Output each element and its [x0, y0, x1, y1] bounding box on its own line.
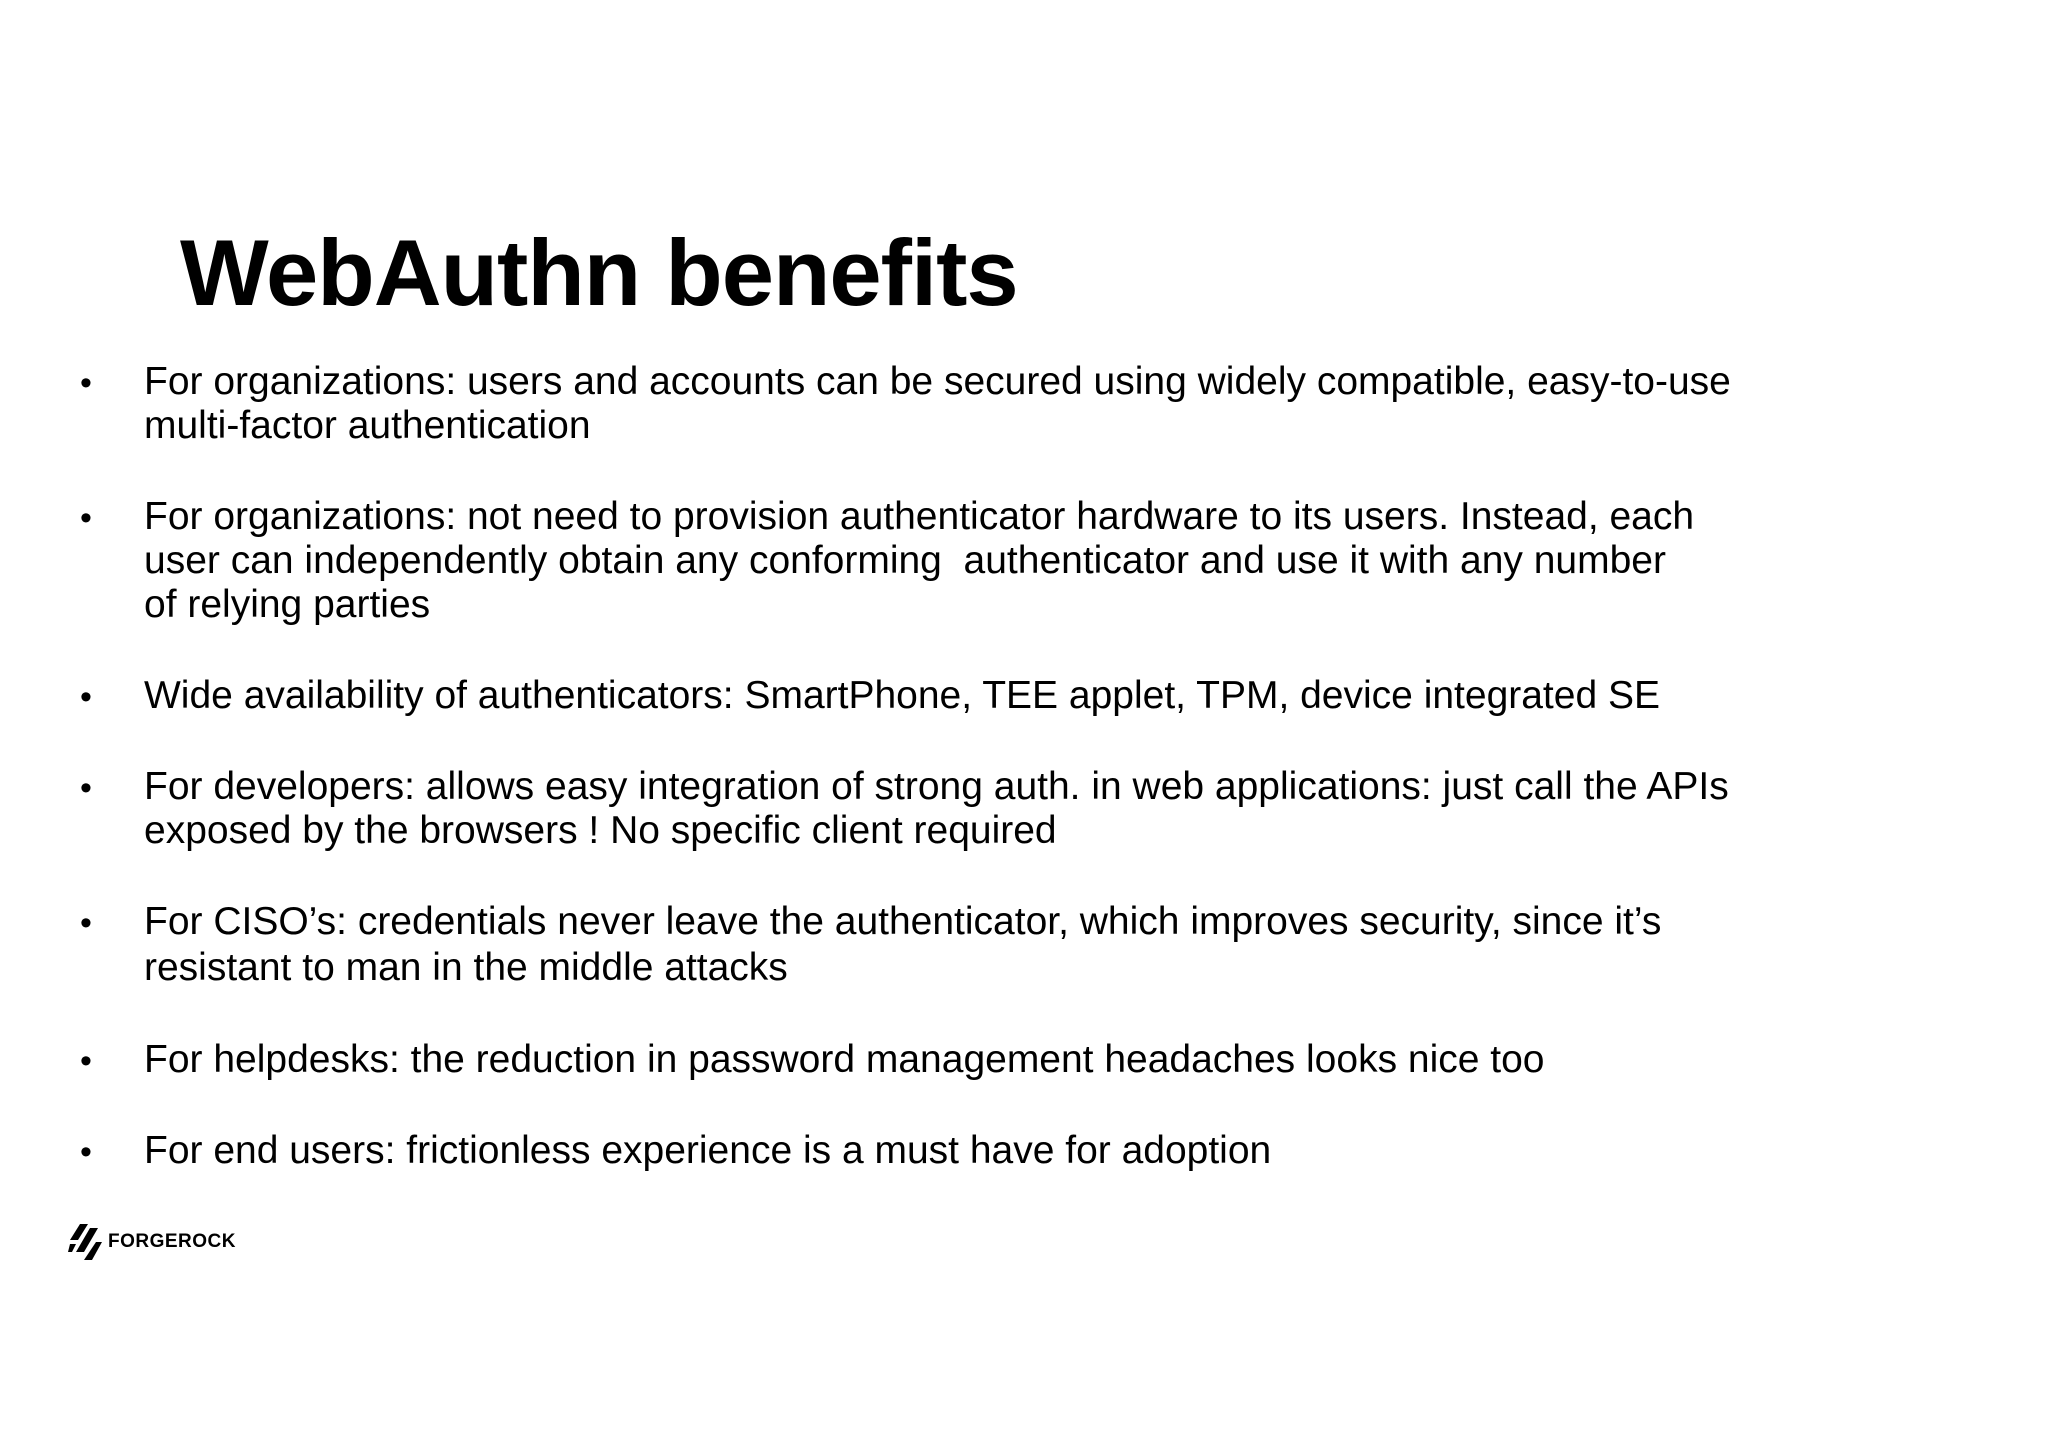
bullet-item [0, 1129, 1904, 1173]
forgerock-logo [68, 1220, 236, 1264]
forgerock-logo-text: FORGEROCK [108, 1231, 236, 1252]
bullet-item [0, 674, 1904, 718]
bullet-text-line: exposed by the browsers ! No specific client required [144, 809, 1057, 852]
bullet-text-line: of relying parties [144, 583, 431, 626]
bullet-text-line: For organizations: not need to provision authenticator hardware to its users. Instead, each [144, 495, 1695, 538]
bullet-marker: • [80, 904, 92, 942]
bullet-marker: • [80, 1042, 92, 1080]
bullet-marker: • [80, 769, 92, 807]
bullet-list [0, 360, 2048, 1220]
bullet-item [0, 900, 1904, 991]
bullet-text-line: multi-factor authentication [144, 404, 591, 447]
bullet-item [0, 495, 1904, 627]
bullet-item [0, 1038, 1904, 1082]
forgerock-logo-icon [68, 1222, 102, 1262]
bullet-text-line: For end users: frictionless experience is a must have for adoption [144, 1129, 1272, 1172]
bullet-marker: • [80, 364, 92, 402]
bullet-text-line: For CISO’s: credentials never leave the authenticator, which improves security, since it’s [144, 900, 1662, 943]
bullet-text-line: For developers: allows easy integration of strong auth. in web applications: just call the APIs [144, 765, 1729, 808]
bullet-text-line: user can independently obtain any conforming authenticator and use it with any number [144, 539, 1666, 582]
bullet-marker: • [80, 499, 92, 537]
bullet-item [0, 765, 1904, 853]
bullet-text-line: For organizations: users and accounts can be secured using widely compatible, easy-to-use [144, 360, 1731, 403]
bullet-marker: • [80, 678, 92, 716]
bullet-text-line: Wide availability of authenticators: SmartPhone, TEE applet, TPM, device integrated SE [144, 674, 1661, 717]
bullet-item [0, 360, 1904, 448]
slide-title: WebAuthn benefits [180, 220, 1018, 325]
bullet-text-line: For helpdesks: the reduction in password management headaches looks nice too [144, 1038, 1545, 1081]
bullet-marker: • [80, 1133, 92, 1171]
bullet-text-line: resistant to man in the middle attacks [144, 946, 788, 989]
